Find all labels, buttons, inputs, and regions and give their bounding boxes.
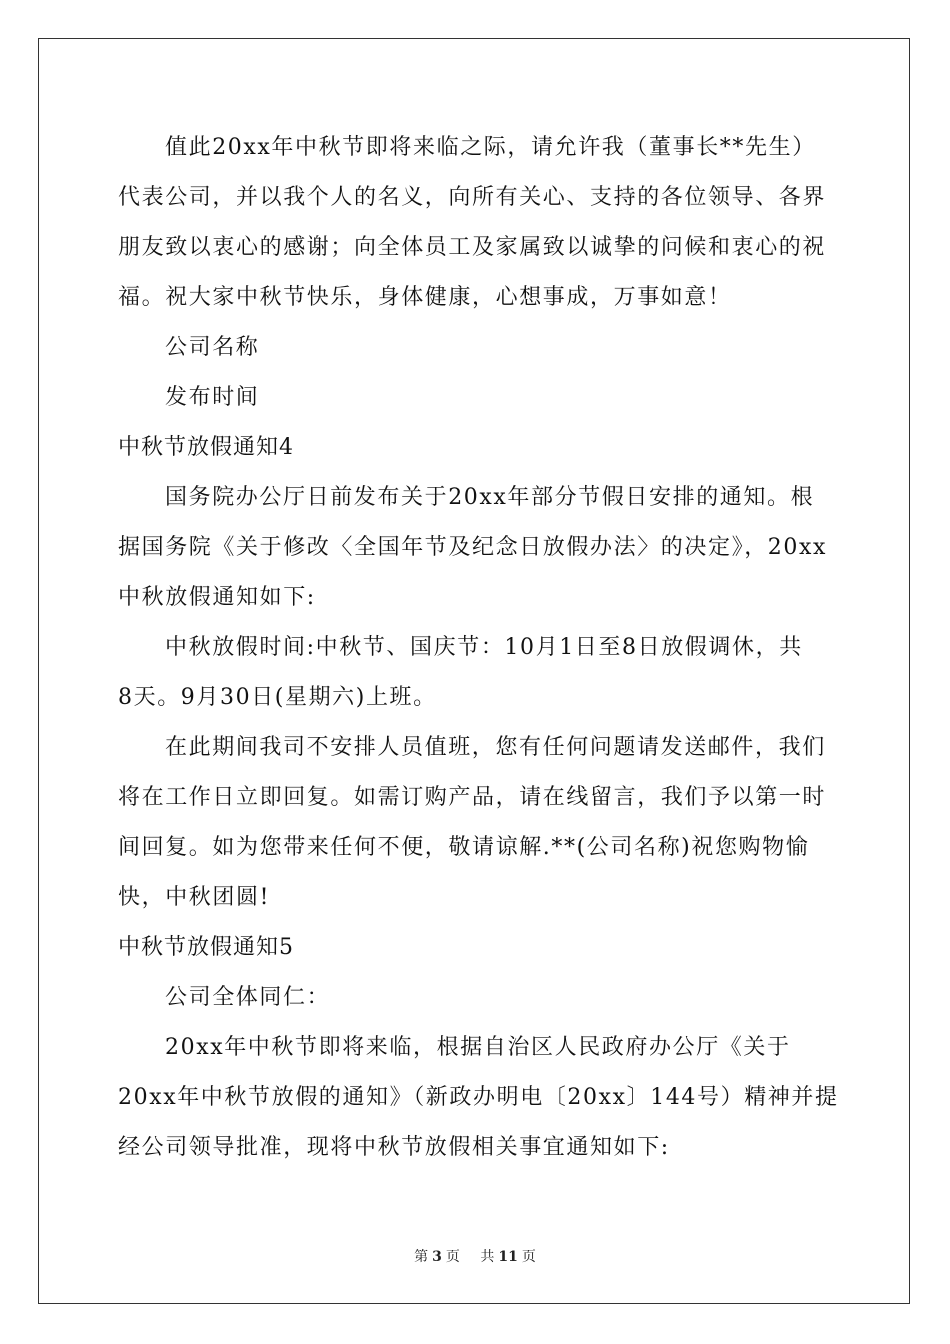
text-line: 20xx年中秋节放假的通知》（新政办明电〔20xx〕144号）精神并提 [118, 1085, 839, 1110]
text-line: 中秋放假通知如下: [118, 585, 316, 610]
section-heading: 中秋节放假通知5 [118, 935, 294, 960]
text-line: 中秋放假时间:中秋节、国庆节：10月1日至8日放假调休，共 [165, 635, 803, 660]
page-indicator [410, 1249, 464, 1265]
text-line: 8天。9月30日(星期六)上班。 [118, 685, 437, 710]
text-line: 间回复。如为您带来任何不便，敬请谅解.**(公司名称)祝您购物愉 [118, 835, 810, 860]
total-prefix: 共 [480, 1249, 495, 1265]
text-line: 经公司领导批准，现将中秋节放假相关事宜通知如下: [118, 1135, 670, 1160]
document-body [118, 123, 839, 1173]
page-prefix: 第 [414, 1249, 429, 1265]
salutation-line: 公司全体同仁： [165, 985, 331, 1010]
total-number: 11 [498, 1249, 518, 1265]
text-line: 国务院办公厅日前发布关于20xx年部分节假日安排的通知。根 [165, 485, 815, 510]
text-line: 朋友致以衷心的感谢；向全体员工及家属致以诚挚的问候和衷心的祝 [118, 235, 827, 260]
text-line: 福。祝大家中秋节快乐，身体健康，心想事成，万事如意！ [118, 285, 732, 310]
text-line: 将在工作日立即回复。如需订购产品，请在线留言，我们予以第一时 [118, 785, 827, 810]
text-line: 值此20xx年中秋节即将来临之际，请允许我（董事长**先生） [165, 135, 816, 160]
total-suffix: 页 [521, 1249, 536, 1265]
text-line: 据国务院《关于修改〈全国年节及纪念日放假办法〉的决定》，20xx [118, 535, 828, 560]
section-heading: 中秋节放假通知4 [118, 435, 294, 460]
text-line: 代表公司，并以我个人的名义，向所有关心、支持的各位领导、各界 [118, 185, 827, 210]
page-footer [0, 1246, 950, 1266]
total-pages-indicator [476, 1249, 539, 1265]
company-name-line: 公司名称 [165, 335, 260, 360]
page-suffix: 页 [445, 1249, 460, 1265]
text-line: 在此期间我司不安排人员值班，您有任何问题请发送邮件，我们 [165, 735, 826, 760]
publish-time-line: 发布时间 [165, 385, 260, 410]
text-line: 20xx年中秋节即将来临，根据自治区人民政府办公厅《关于 [165, 1035, 791, 1060]
text-line: 快，中秋团圆! [118, 885, 271, 910]
page-number: 3 [432, 1249, 442, 1265]
